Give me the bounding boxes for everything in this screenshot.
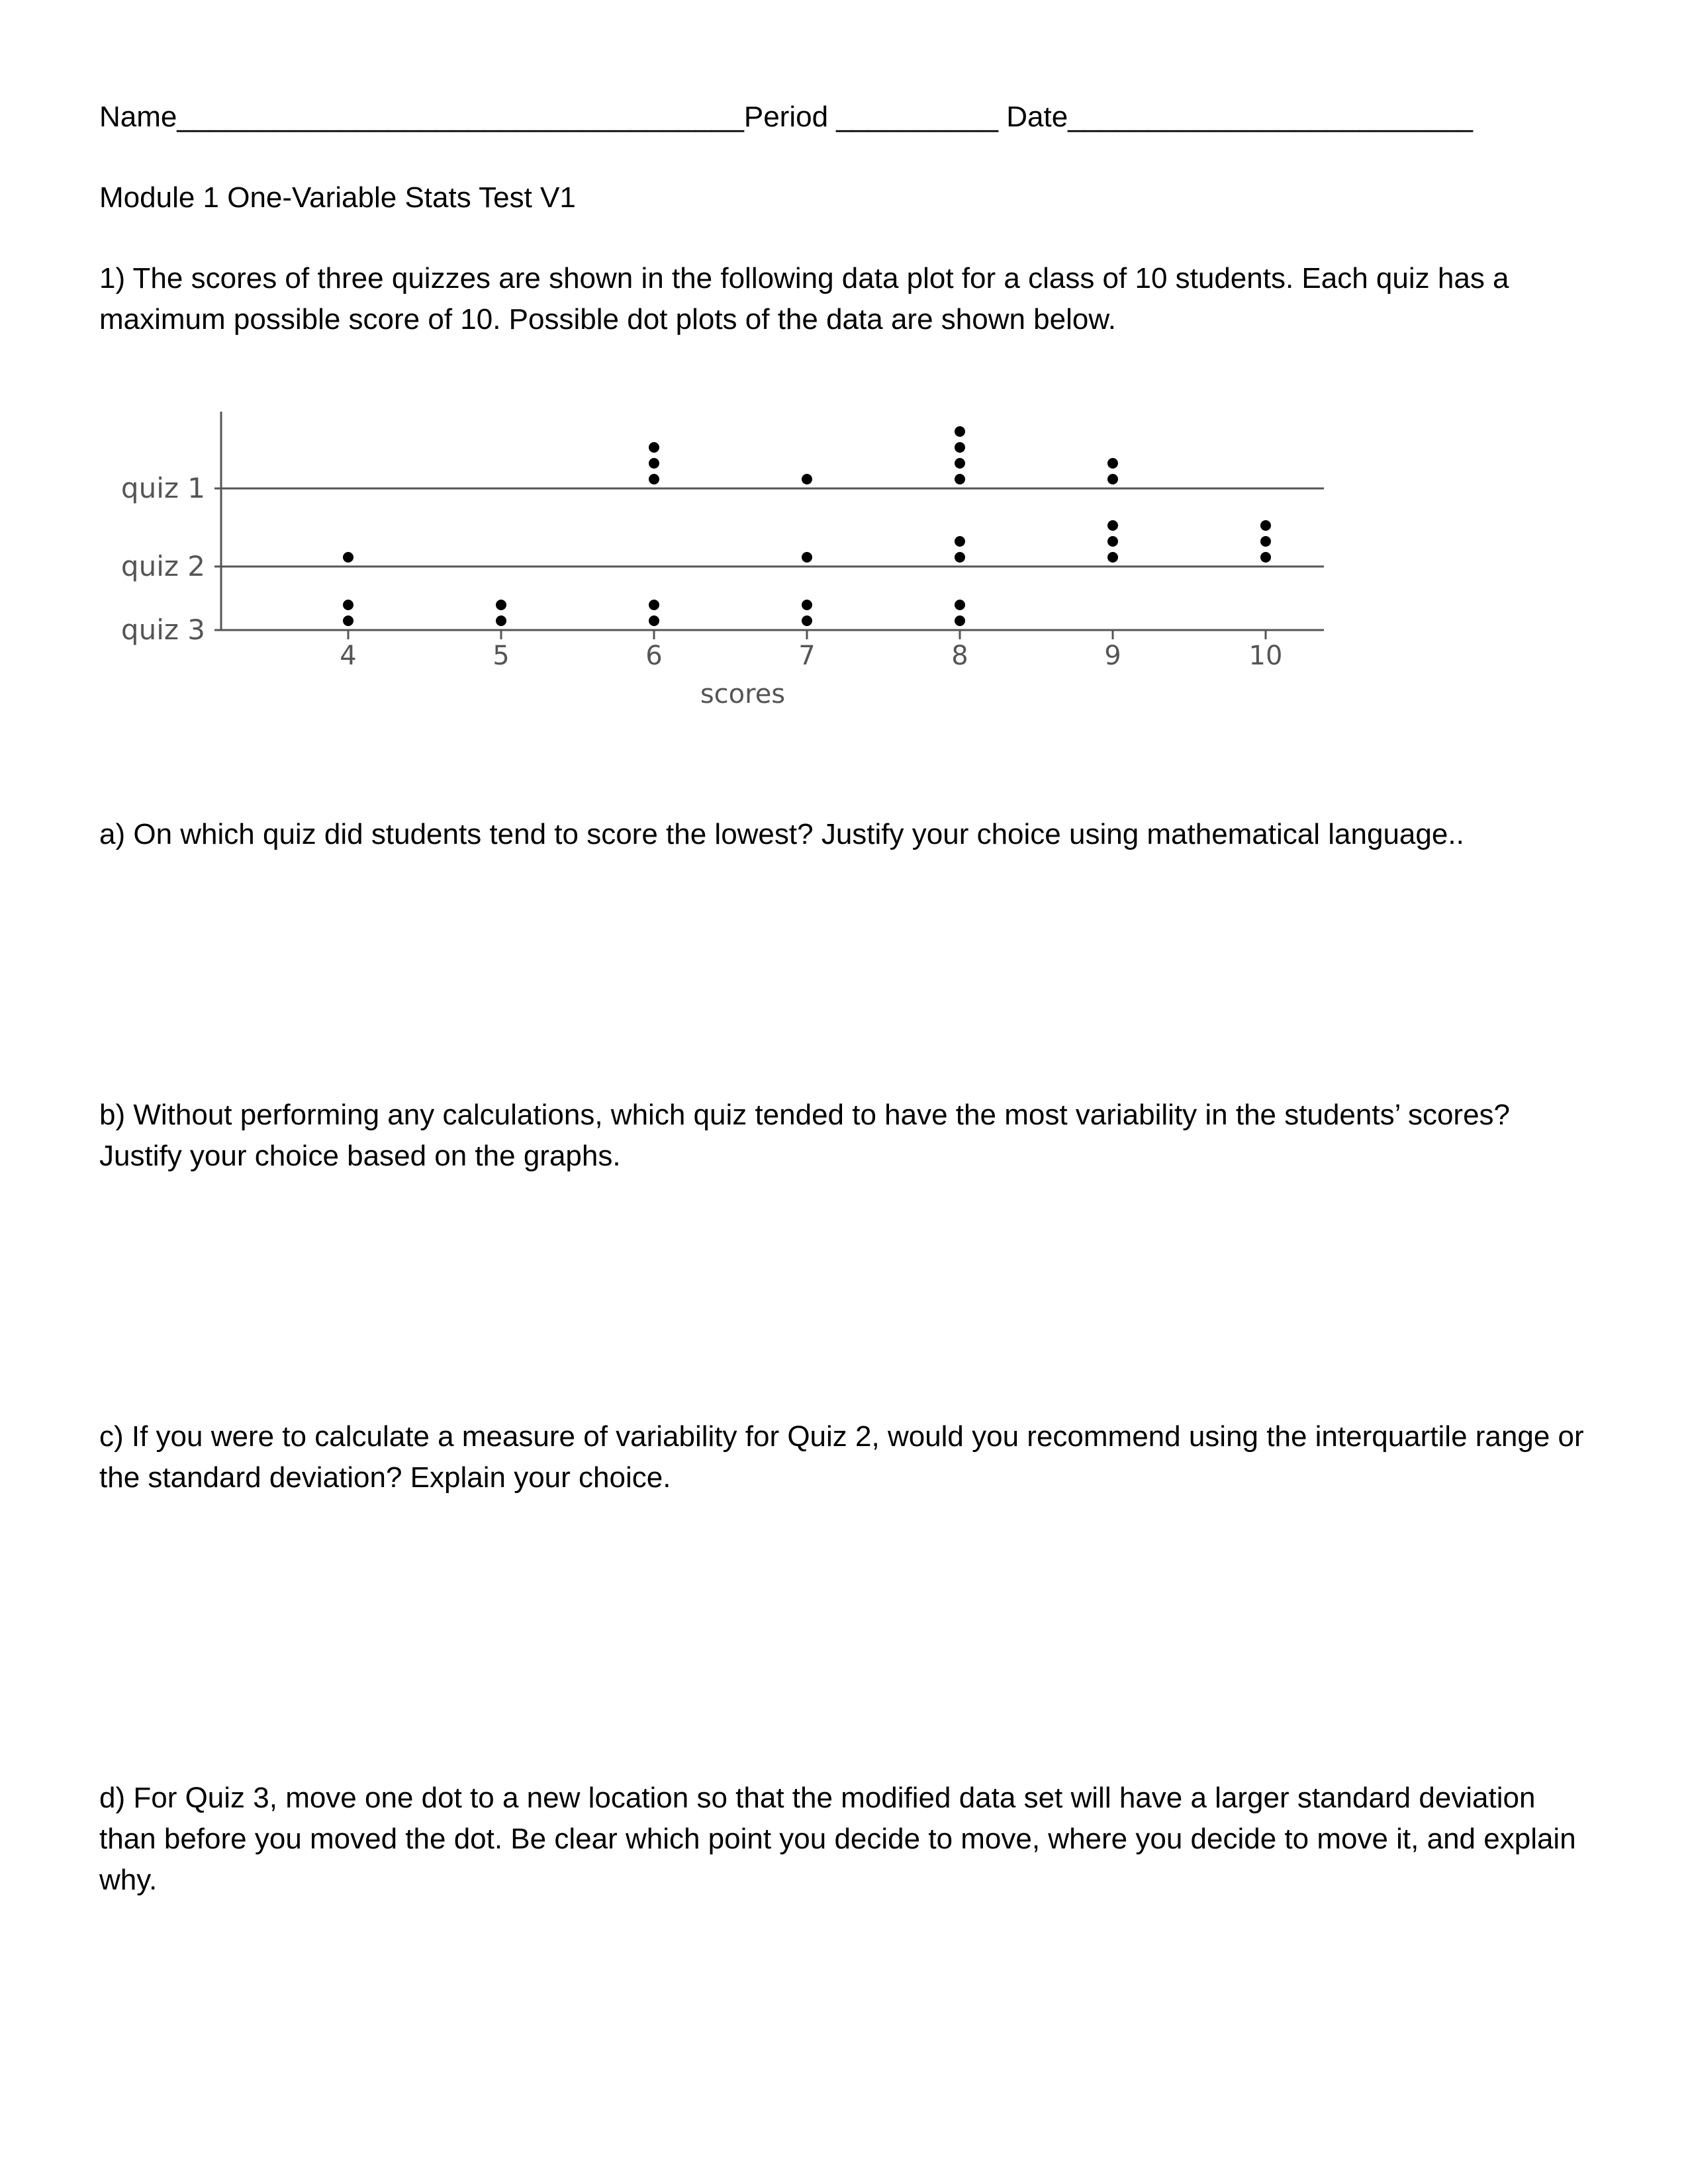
data-dot [955,442,965,453]
series-label: quiz 2 [120,550,205,582]
x-tick-label: 10 [1248,641,1283,671]
date-blank[interactable]: _________________________ [1068,101,1473,133]
x-tick-label: 8 [951,641,968,671]
data-dot [1260,520,1271,531]
data-dot [343,615,353,626]
x-tick-label: 5 [492,641,510,671]
x-tick-label: 4 [340,641,357,671]
series-label: quiz 1 [120,472,205,504]
part-a-question: a) On which quiz did students tend to score the lowest? Justify your choice using mathematical language.. [99,818,1464,850]
test-title: Module 1 One-Variable Stats Test V1 [99,181,576,214]
period-label: Period [743,101,829,133]
data-dot [955,536,965,547]
series-label: quiz 3 [120,614,205,646]
data-dot [955,458,965,469]
part-d-question: d) For Quiz 3, move one dot to a new location so that the modified data set will have a larger standard deviation than before you moved the dot. Be clear which point you decide to move, where you decide to move it, and explain why. [99,1782,1576,1896]
data-dot [496,600,506,610]
data-dot [343,600,353,610]
data-dot [1107,458,1118,469]
data-dot [343,552,353,563]
quiz-dot-plot [106,397,1337,741]
date-label: Date [1006,101,1068,133]
x-tick-label: 9 [1104,641,1121,671]
data-dot [649,615,659,626]
data-dot [802,600,812,610]
question-1-prompt: 1) The scores of three quizzes are shown in the following data plot for a class of 10 students. Each quiz has a maximum possible score of 10. Possible dot plots of the data are shown below. [99,262,1509,336]
data-dot [1260,536,1271,547]
data-dot [649,442,659,453]
data-dot [955,600,965,610]
period-blank[interactable]: __________ [836,101,998,133]
data-dot [1107,520,1118,531]
data-dot [1107,474,1118,484]
data-dot [649,458,659,469]
data-dot [802,552,812,563]
part-c-question: c) If you were to calculate a measure of variability for Quiz 2, would you recommend using the interquartile range or the standard deviation? Explain your choice. [99,1420,1584,1494]
x-axis-label: scores [700,679,786,709]
data-dot [802,615,812,626]
data-dot [955,552,965,563]
name-blank[interactable]: ___________________________________ [177,101,744,133]
data-dot [649,600,659,610]
data-dot [496,615,506,626]
data-dot [1107,536,1118,547]
data-dot [1260,552,1271,563]
x-tick-label: 7 [798,641,816,671]
data-dot [649,474,659,484]
data-dot [1107,552,1118,563]
data-dot [955,615,965,626]
data-dot [802,474,812,484]
part-b-question: b) Without performing any calculations, which quiz tended to have the most variability in the students’ scores? Justify your choice based on the graphs. [99,1099,1511,1172]
student-info-line [99,97,1589,138]
data-dot [955,426,965,437]
name-label: Name [99,101,177,133]
x-tick-label: 6 [645,641,663,671]
data-dot [955,474,965,484]
